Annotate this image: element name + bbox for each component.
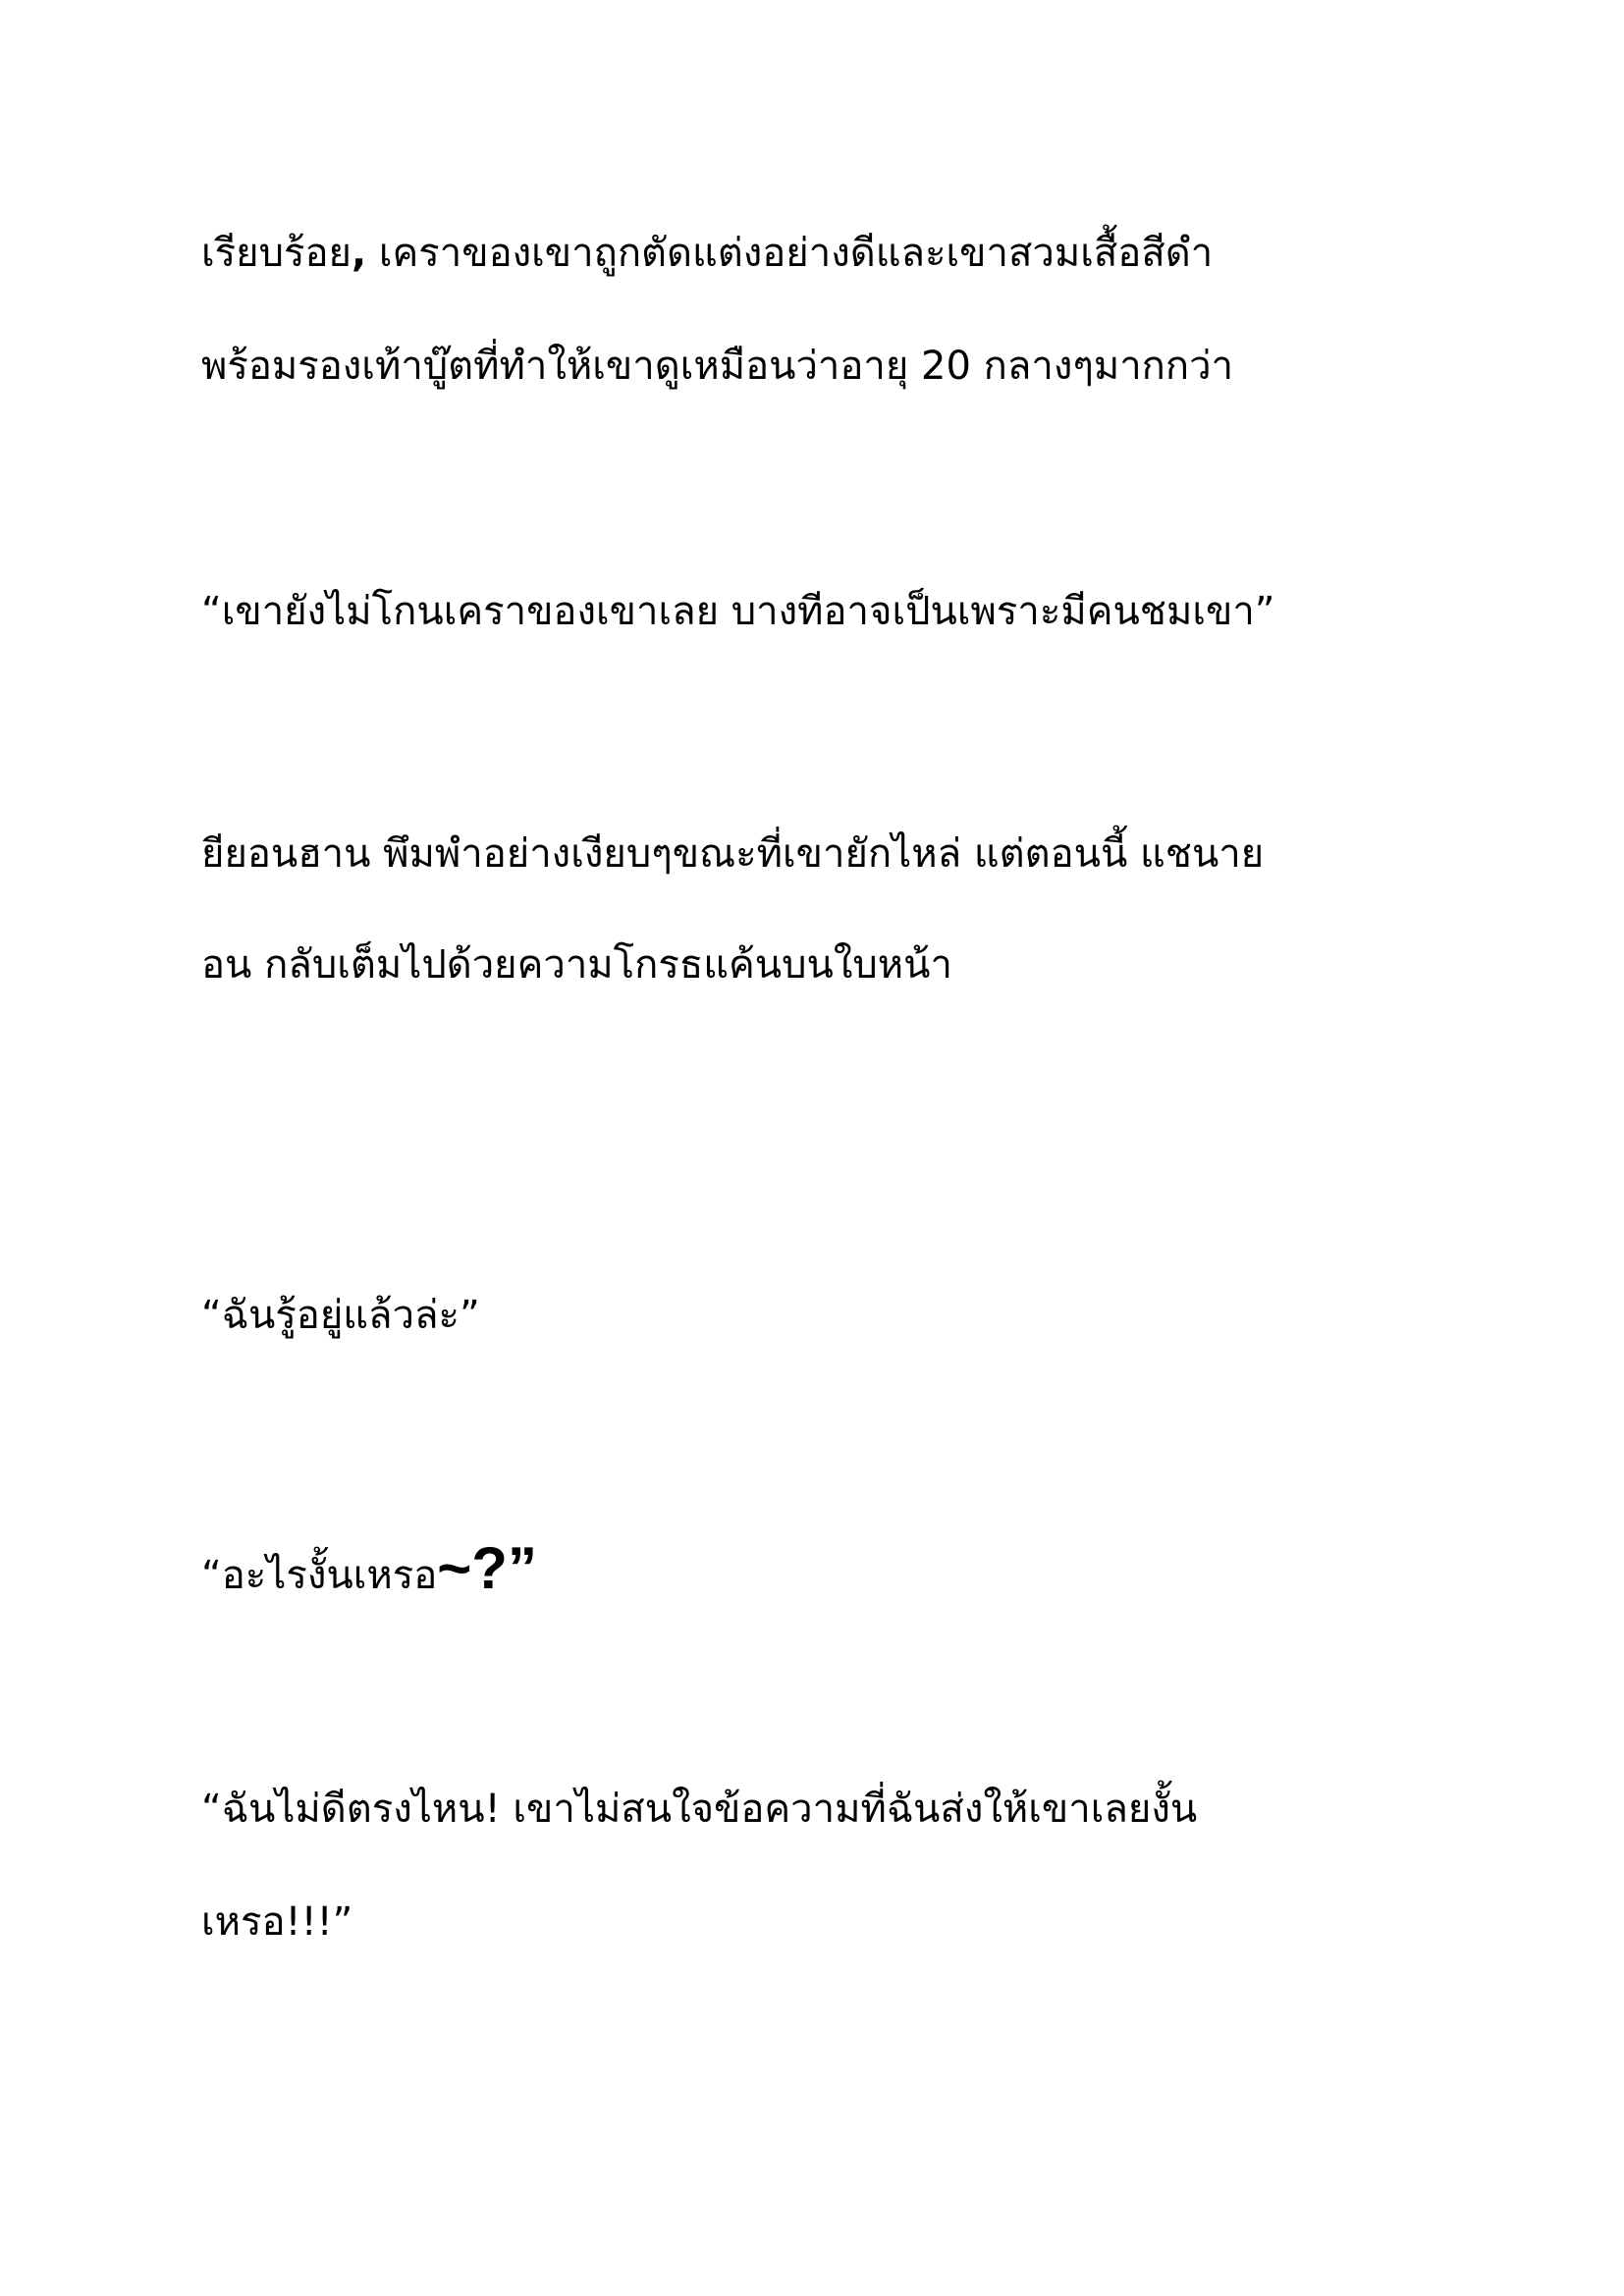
large-punctuation: ~?” [437, 1535, 537, 1601]
paragraph-4-line-1: “ฉันรู้อยู่แล้วล่ะ” [201, 1293, 480, 1338]
paragraph-6-line-2: เหรอ!!!” [201, 1899, 353, 1945]
paragraph-2-line-1: “เขายังไม่โกนเคราของเขาเลย บางทีอาจเป็นเพราะมีคนชมเขา” [201, 589, 1275, 634]
paragraph-6-line-1: “ฉันไม่ดีตรงไหน! เขาไม่สนใจข้อความที่ฉันส่งให้เขาเลยงั้น [201, 1787, 1198, 1832]
bold-comma: , [351, 231, 367, 276]
text-segment: เรียบร้อย [201, 231, 352, 276]
text-segment: “อะไรงั้นเหรอ [201, 1553, 438, 1598]
paragraph-1-line-1 [201, 226, 1213, 281]
paragraph-3-line-1: ยียอนฮาน พึมพำอย่างเงียบๆขณะที่เขายักไหล่ แต่ตอนนี้ แชนาย [201, 831, 1265, 877]
paragraph-3-line-2: อน กลับเต็มไปด้วยความโกรธแค้นบนใบหน้า [201, 942, 952, 988]
text-segment: เคราของเขาถูกตัดแต่งอย่างดีและเขาสวมเสื้อสีดำ [366, 231, 1214, 276]
paragraph-1-line-2: พร้อมรองเท้าบู๊ตที่ทำให้เขาดูเหมือนว่าอายุ 20 กลางๆมากกว่า [201, 344, 1234, 389]
paragraph-5-line-1 [201, 1535, 537, 1603]
